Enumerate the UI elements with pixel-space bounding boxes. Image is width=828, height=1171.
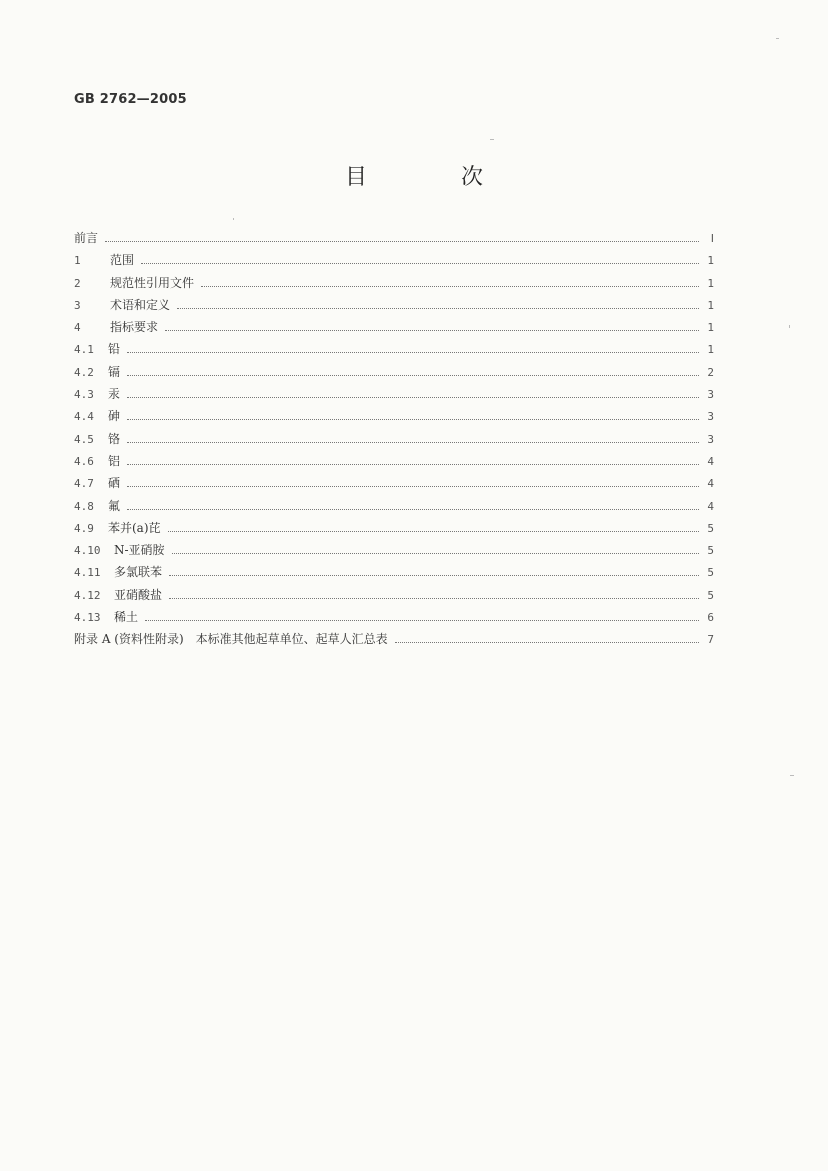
toc-leader-dots xyxy=(177,307,699,309)
toc-leader-dots xyxy=(169,574,699,576)
toc-entry-number: 4.3 xyxy=(74,388,94,402)
toc-entry-label: 稀土 xyxy=(114,610,139,625)
toc-entry[interactable] xyxy=(74,318,714,340)
toc-entry[interactable] xyxy=(74,452,714,474)
toc-leader-dots xyxy=(145,619,699,621)
toc-leader-dots xyxy=(127,441,699,443)
toc-entry-label: 规范性引用文件 xyxy=(110,275,195,290)
toc-entry[interactable] xyxy=(74,430,714,452)
toc-entry-page: 5 xyxy=(707,521,714,535)
toc-entry-number: 4.6 xyxy=(74,454,94,468)
toc-entry-number: 4.10 xyxy=(74,544,101,558)
toc-entry-page: 1 xyxy=(707,298,714,312)
toc-entry-number: 4.7 xyxy=(74,477,94,491)
page-title: 目 次 xyxy=(344,165,519,190)
toc-entry[interactable] xyxy=(74,608,714,630)
toc-entry[interactable] xyxy=(74,474,714,496)
toc-entry[interactable] xyxy=(74,407,714,429)
toc-entry[interactable] xyxy=(74,340,714,362)
toc-entry-label: 硒 xyxy=(108,476,121,491)
toc-entry[interactable] xyxy=(74,586,714,608)
toc-entry-page: 4 xyxy=(707,499,714,513)
toc-entry-page: Ⅰ xyxy=(710,232,714,245)
toc-entry-page: 1 xyxy=(707,343,714,357)
toc-entry-page: 1 xyxy=(707,276,714,290)
toc-entry-page: 1 xyxy=(707,321,714,335)
toc-entry-label: 汞 xyxy=(108,387,121,402)
toc-entry-label: 多氯联苯 xyxy=(114,565,163,580)
toc-entry[interactable] xyxy=(74,519,714,541)
table-of-contents xyxy=(74,229,714,653)
toc-leader-dots xyxy=(169,597,699,599)
toc-entry[interactable] xyxy=(74,630,714,652)
toc-entry-page: 6 xyxy=(707,611,714,625)
toc-entry-page: 1 xyxy=(707,254,714,268)
toc-entry-number: 4.12 xyxy=(74,588,101,602)
toc-entry-number: 1 xyxy=(74,254,81,268)
toc-leader-dots xyxy=(165,329,699,331)
toc-entry-page: 2 xyxy=(707,365,714,379)
scan-speck xyxy=(233,218,234,220)
toc-entry[interactable] xyxy=(74,541,714,563)
scan-speck xyxy=(490,139,494,140)
toc-entry[interactable] xyxy=(74,563,714,585)
toc-leader-dots xyxy=(127,418,699,420)
toc-entry-label: 苯并(a)芘 xyxy=(108,520,161,535)
toc-entry-label: 范围 xyxy=(110,253,135,268)
toc-entry[interactable] xyxy=(74,385,714,407)
toc-entry-page: 3 xyxy=(707,432,714,446)
toc-leader-dots xyxy=(168,530,699,532)
toc-leader-dots xyxy=(127,508,699,510)
toc-entry[interactable] xyxy=(74,229,714,251)
toc-entry-label: 铝 xyxy=(108,453,121,468)
toc-entry-label: 亚硝酸盐 xyxy=(114,587,163,602)
toc-entry-number: 4 xyxy=(74,321,81,335)
toc-entry-label: 氟 xyxy=(108,498,121,513)
toc-leader-dots xyxy=(105,240,699,242)
toc-entry-page: 5 xyxy=(707,566,714,580)
toc-entry-page: 3 xyxy=(707,388,714,402)
toc-entry-number: 4.1 xyxy=(74,343,94,357)
toc-leader-dots xyxy=(127,374,699,376)
toc-entry-page: 5 xyxy=(707,544,714,558)
toc-entry-number: 4.2 xyxy=(74,365,94,379)
toc-entry-number: 3 xyxy=(74,298,81,312)
toc-leader-dots xyxy=(201,285,699,287)
toc-entry-page: 4 xyxy=(707,454,714,468)
toc-entry-label: 前言 xyxy=(74,231,99,245)
toc-leader-dots xyxy=(395,641,699,643)
toc-entry-label: 铬 xyxy=(108,431,121,446)
toc-entry[interactable] xyxy=(74,296,714,318)
toc-leader-dots xyxy=(127,463,699,465)
toc-leader-dots xyxy=(127,396,699,398)
toc-entry-page: 5 xyxy=(707,588,714,602)
toc-entry[interactable] xyxy=(74,251,714,273)
toc-entry-page: 7 xyxy=(707,633,714,647)
toc-leader-dots xyxy=(172,552,699,554)
toc-entry-number: 4.11 xyxy=(74,566,101,580)
toc-entry-label: 指标要求 xyxy=(110,320,159,335)
scan-speck xyxy=(776,38,779,39)
scan-speck xyxy=(789,325,790,328)
toc-entry-number: 4.4 xyxy=(74,410,94,424)
toc-leader-dots xyxy=(141,262,699,264)
toc-entry-number: 4.5 xyxy=(74,432,94,446)
toc-entry[interactable] xyxy=(74,497,714,519)
toc-entry-label: 附录 A (资料性附录) 本标准其他起草单位、起草人汇总表 xyxy=(74,632,388,647)
toc-leader-dots xyxy=(127,485,699,487)
toc-entry-number: 4.13 xyxy=(74,611,101,625)
scan-speck xyxy=(790,775,794,776)
standard-code: GB 2762—2005 xyxy=(74,92,187,107)
toc-entry[interactable] xyxy=(74,274,714,296)
toc-entry-label: N-亚硝胺 xyxy=(114,543,165,558)
toc-entry-number: 4.8 xyxy=(74,499,94,513)
toc-entry-number: 2 xyxy=(74,276,81,290)
toc-entry[interactable] xyxy=(74,363,714,385)
toc-entry-label: 镉 xyxy=(108,364,121,379)
toc-entry-label: 术语和定义 xyxy=(110,297,171,312)
toc-entry-page: 3 xyxy=(707,410,714,424)
toc-entry-label: 铅 xyxy=(108,342,121,357)
toc-entry-page: 4 xyxy=(707,477,714,491)
toc-entry-label: 砷 xyxy=(108,409,121,424)
toc-leader-dots xyxy=(127,351,699,353)
toc-entry-number: 4.9 xyxy=(74,521,94,535)
